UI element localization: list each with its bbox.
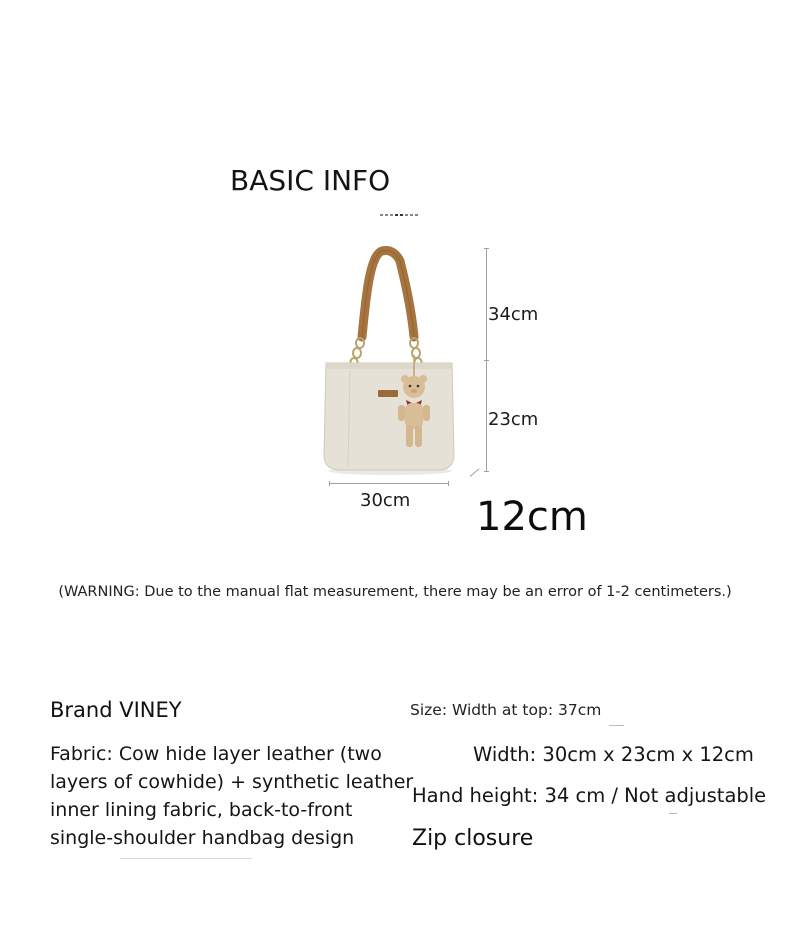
divider bbox=[669, 813, 677, 814]
size-dimensions: Width: 30cm x 23cm x 12cm bbox=[473, 743, 754, 766]
closure-type: Zip closure bbox=[412, 826, 534, 851]
fabric-line: inner lining fabric, back-to-front bbox=[50, 799, 353, 821]
dimension-label-depth: 12cm bbox=[476, 494, 588, 540]
width-dimension-tick bbox=[448, 481, 449, 486]
width-dimension-tick bbox=[329, 481, 330, 486]
divider bbox=[609, 725, 624, 726]
title-divider-dots bbox=[380, 214, 418, 216]
fabric-description bbox=[50, 740, 414, 852]
dimension-label-body-height: 23cm bbox=[488, 409, 539, 430]
measurement-warning: (WARNING: Due to the manual flat measurement, there may be an error of 1-2 centimeters.) bbox=[58, 584, 732, 600]
fabric-line: Fabric: Cow hide layer leather (two bbox=[50, 743, 382, 765]
brand-label: Brand VINEY bbox=[50, 698, 182, 722]
width-dimension-line bbox=[329, 483, 449, 484]
fabric-line: single-shoulder handbag design bbox=[50, 827, 355, 849]
hand-height: Hand height: 34 cm / Not adjustable bbox=[412, 784, 767, 807]
dimension-label-width: 30cm bbox=[360, 490, 411, 511]
depth-dimension-line bbox=[470, 468, 480, 476]
fabric-line: layers of cowhide) + synthetic leather bbox=[50, 771, 414, 793]
height-dimension-tick bbox=[484, 471, 489, 472]
handbag-image bbox=[320, 245, 460, 480]
height-dimension-tick bbox=[484, 360, 489, 361]
divider bbox=[120, 858, 252, 859]
page-title: BASIC INFO bbox=[230, 164, 391, 197]
dimension-label-total-height: 34cm bbox=[488, 304, 539, 325]
size-top-width: Size: Width at top: 37cm bbox=[410, 701, 602, 719]
height-dimension-tick bbox=[484, 248, 489, 249]
